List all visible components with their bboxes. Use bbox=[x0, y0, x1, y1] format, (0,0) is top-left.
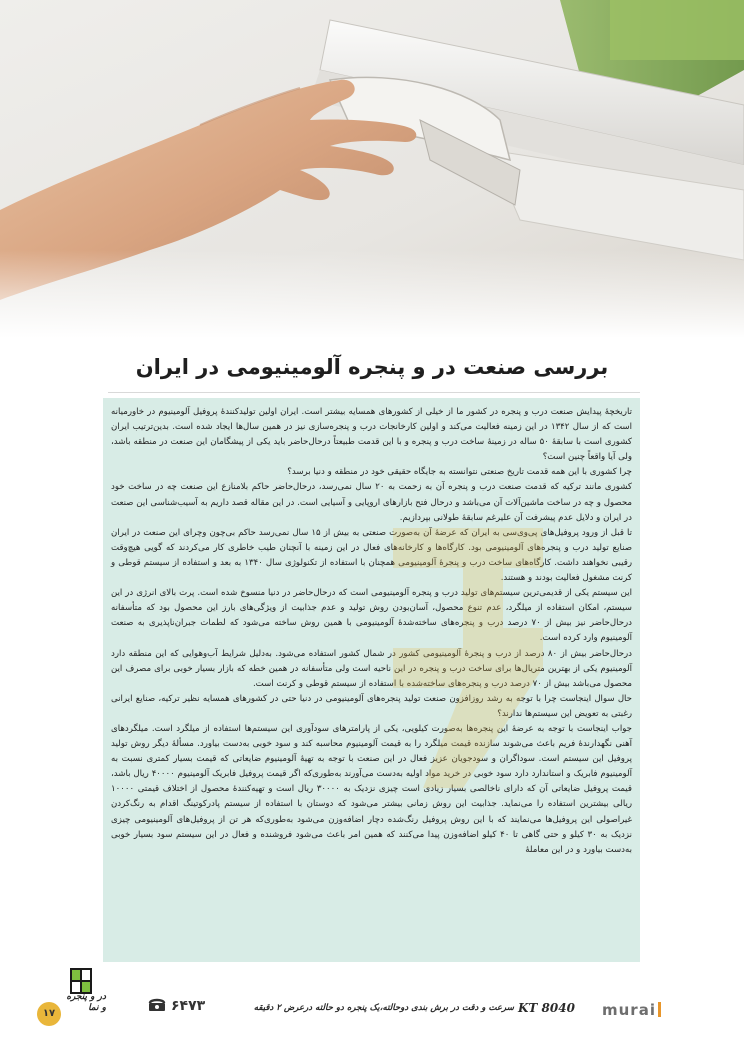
brand-logo bbox=[602, 1001, 661, 1019]
article-paragraph: تاریخچهٔ پیدایش صنعت درب و پنجره در کشور ما از خیلی از کشورهای همسایه بیشتر است. ایران اولین تولیدکنندهٔ پروفیل آلومینیوم در خاورمیانه است که از سال ۱۳۴۲ در این زمینه فعالیت می‌کند و اولین کارخانجات درب و پنجره‌سازی نیز در همین سال‌ها ایجاد شده است. بدین‌ترتیب ایران کشوری است با سابقهٔ ۵۰ ساله در زمینهٔ ساخت درب و پنجره و با این قدمت طبیعتاً درحال‌حاضر باید یکی از پیشگامان این صنعت در منطقه باشد، ولی آیا واقعاً چنین است؟ bbox=[111, 407, 633, 463]
brand-name: murai bbox=[602, 1001, 656, 1019]
article-paragraph: کشوری مانند ترکیه که قدمت صنعت درب و پنجره آن به زحمت به ۲۰ سال نمی‌رسد، درحال‌حاضر حاکم بلامنازع این صنعت چه در ساخت خود محصول و چه در ساخت ماشین‌آلات آن می‌باشد و درحال فتح بازارهای اروپایی و آسیایی است. در این مقاله قصد داریم به آسیب‌شناسی این صنعت در ایران و دلایل عدم پیشرفت آن علیرغم سابقهٔ طولانی بپردازیم. bbox=[111, 482, 632, 523]
ad-tagline: سرعت و دقت در برش بندی دوحالته،یک پنجره دو حالته درعرض ۲ دقیقه bbox=[253, 1003, 514, 1013]
hero-photo bbox=[0, 0, 744, 338]
phone-number bbox=[148, 998, 205, 1016]
article-body bbox=[103, 398, 640, 962]
article-paragraph: این سیستم یکی از قدیمی‌ترین سیستم‌های تولید درب و پنجره آلومینیومی است که درحال‌حاضر در دنیا منسوخ شده است. پرت بالای انرژی در این سیستم، امکان استفاده از میلگرد، عدم تنوع محصول، آسان‌بودن روش تولید و عدم جذابیت از ویژگی‌های بارز این محصول بود که متأسفانه درحال‌حاضر نیز بیش از ۷۰ درصد درب و پنجره‌های ساخته‌شدهٔ آلومینیومی با همین روش ساخته می‌شود که لطمات جبران‌ناپذیری به صنعت آلومینیوم وارد کرده است. bbox=[111, 588, 632, 644]
brand-bar-icon bbox=[658, 1002, 661, 1017]
magazine-name bbox=[66, 992, 106, 1014]
article-paragraph: تا قبل از ورود پروفیل‌های پی‌وی‌سی به ایران که عرضهٔ آن به‌صورت صنعتی به بیش از ۱۵ سال نمی‌رسد حاکم بی‌چون وچرای این صنعت در ایران صنایع تولید درب و پنجره‌های آلومینیومی بود. کارگاه‌ها و کارخانه‌های فعال در این زمینه با آنچنان طیب خاطری کار می‌کردند که گویی هیچ‌وقت رقیبی نخواهند داشت. کارگاه‌های ساخت درب و پنجرهٔ آلومینیومی همچنان با استفاده از تکنولوژی سال ۱۳۴۰ به بعد و استفاده از سیستم قوطی و کرنت مشغول فعالیت بودند و هستند. bbox=[111, 527, 633, 584]
model-number: KT 8040 bbox=[518, 1001, 575, 1015]
page-footer bbox=[0, 985, 744, 1053]
article-paragraph: چرا کشوری با این همه قدمت تاریخ صنعتی نتوانسته به جایگاه حقیقی خود در منطقه و دنیا برسد؟ bbox=[287, 467, 632, 478]
phone-digits: ۶۴۷۳ bbox=[171, 998, 206, 1014]
title-divider bbox=[108, 392, 640, 393]
magazine-name-line2: و نما bbox=[88, 1003, 106, 1013]
page-number-badge: ۱۷ bbox=[37, 1002, 61, 1026]
article-paragraph: حال سوال اینجاست چرا با توجه به رشد روزافزون صنعت تولید پنجره‌های آلومینیومی در دنیا حتی در کشورهای همسایه نظیر ترکیه، صنایع ایرانی رغبتی به تعویض این سیستم‌ها ندارند؟ bbox=[111, 693, 632, 719]
article-title: بررسی صنعت در و پنجره آلومینیومی در ایران bbox=[135, 355, 609, 379]
phone-icon bbox=[148, 998, 166, 1016]
article-paragraph: درحال‌حاضر بیش از ۸۰ درصد از درب و پنجرهٔ آلومینیومی کشور در شمال کشور استفاده می‌شود. به‌دلیل شرایط آب‌وهوایی که این منطقه دارد آلومینیوم یکی از بهترین متریال‌ها برای ساخت درب و پنجره در این ناحیه است ولی متأسفانه در همین خطه که بازار بسیار خوبی برای مصرف این محصول می‌باشد بیش از ۷۰ درصد درب و پنجره‌های ساخته‌شده با استفاده از سیستم قوطی و کرنت است. bbox=[111, 648, 633, 689]
magazine-name-line1: در و پنجره bbox=[66, 992, 106, 1002]
article-paragraph: جواب اینجاست با توجه به عرضهٔ این پنجره‌ها به‌صورت کیلویی، یکی از پارامترهای سودآوری این سیستم‌ها استفاده از میلگرد است. میلگردهای آهنی نگهدارندهٔ فریم باعث می‌شوند سازنده قیمت میلگرد را به قیمت آلومینیوم محاسبه کند و سود خوبی به‌دست بیاورد. مسألهٔ دیگر روش تولید پروفیل این سیستم است. سوداگران و سودجویان عزیز فعال در این صنعت با توجه به تهیهٔ آلومینیوم ضایعاتی که قیمت بسیار کمتری نسبت به آلومینیوم فابریک و استاندارد دارد سود خوبی در خرید مواد اولیه به‌دست می‌آورند به‌طوری‌که اگر قیمت پروفیل فابریک آلومینیوم ۴۰۰۰۰ ریال باشد، قیمت پروفیل ضایعاتی آن که دارای ناخالصی بسیار زیادی است چیزی نزدیک به ۳۰۰۰۰ ریال است و تهیه‌کنندهٔ محصول از اختلاف قیمتی ۱۰۰۰۰ ریالی بیشترین استفاده را می‌نماید. جذابیت این روش زمانی بیشتر می‌شود که دوستان با استفاده از سیستم پادرکوتینگ اقدام به رنگ‌کردن غیراصولی این پروفیل‌ها می‌نمایند که با این روش پروفیل رنگ‌شده دچار اضافه‌وزن می‌شود به‌طوری‌که هر تن از پروفیل‌های آلومینیومی چیزی نزدیک به ۳۰ کیلو و حتی گاهی تا ۴۰ کیلو اضافه‌وزن پیدا می‌کنند که همین امر باعث می‌شود فروشنده و فعال در این سیستم سود بسیار خوبی به‌دست بیاورد و در این معاملهٔ bbox=[111, 723, 633, 855]
